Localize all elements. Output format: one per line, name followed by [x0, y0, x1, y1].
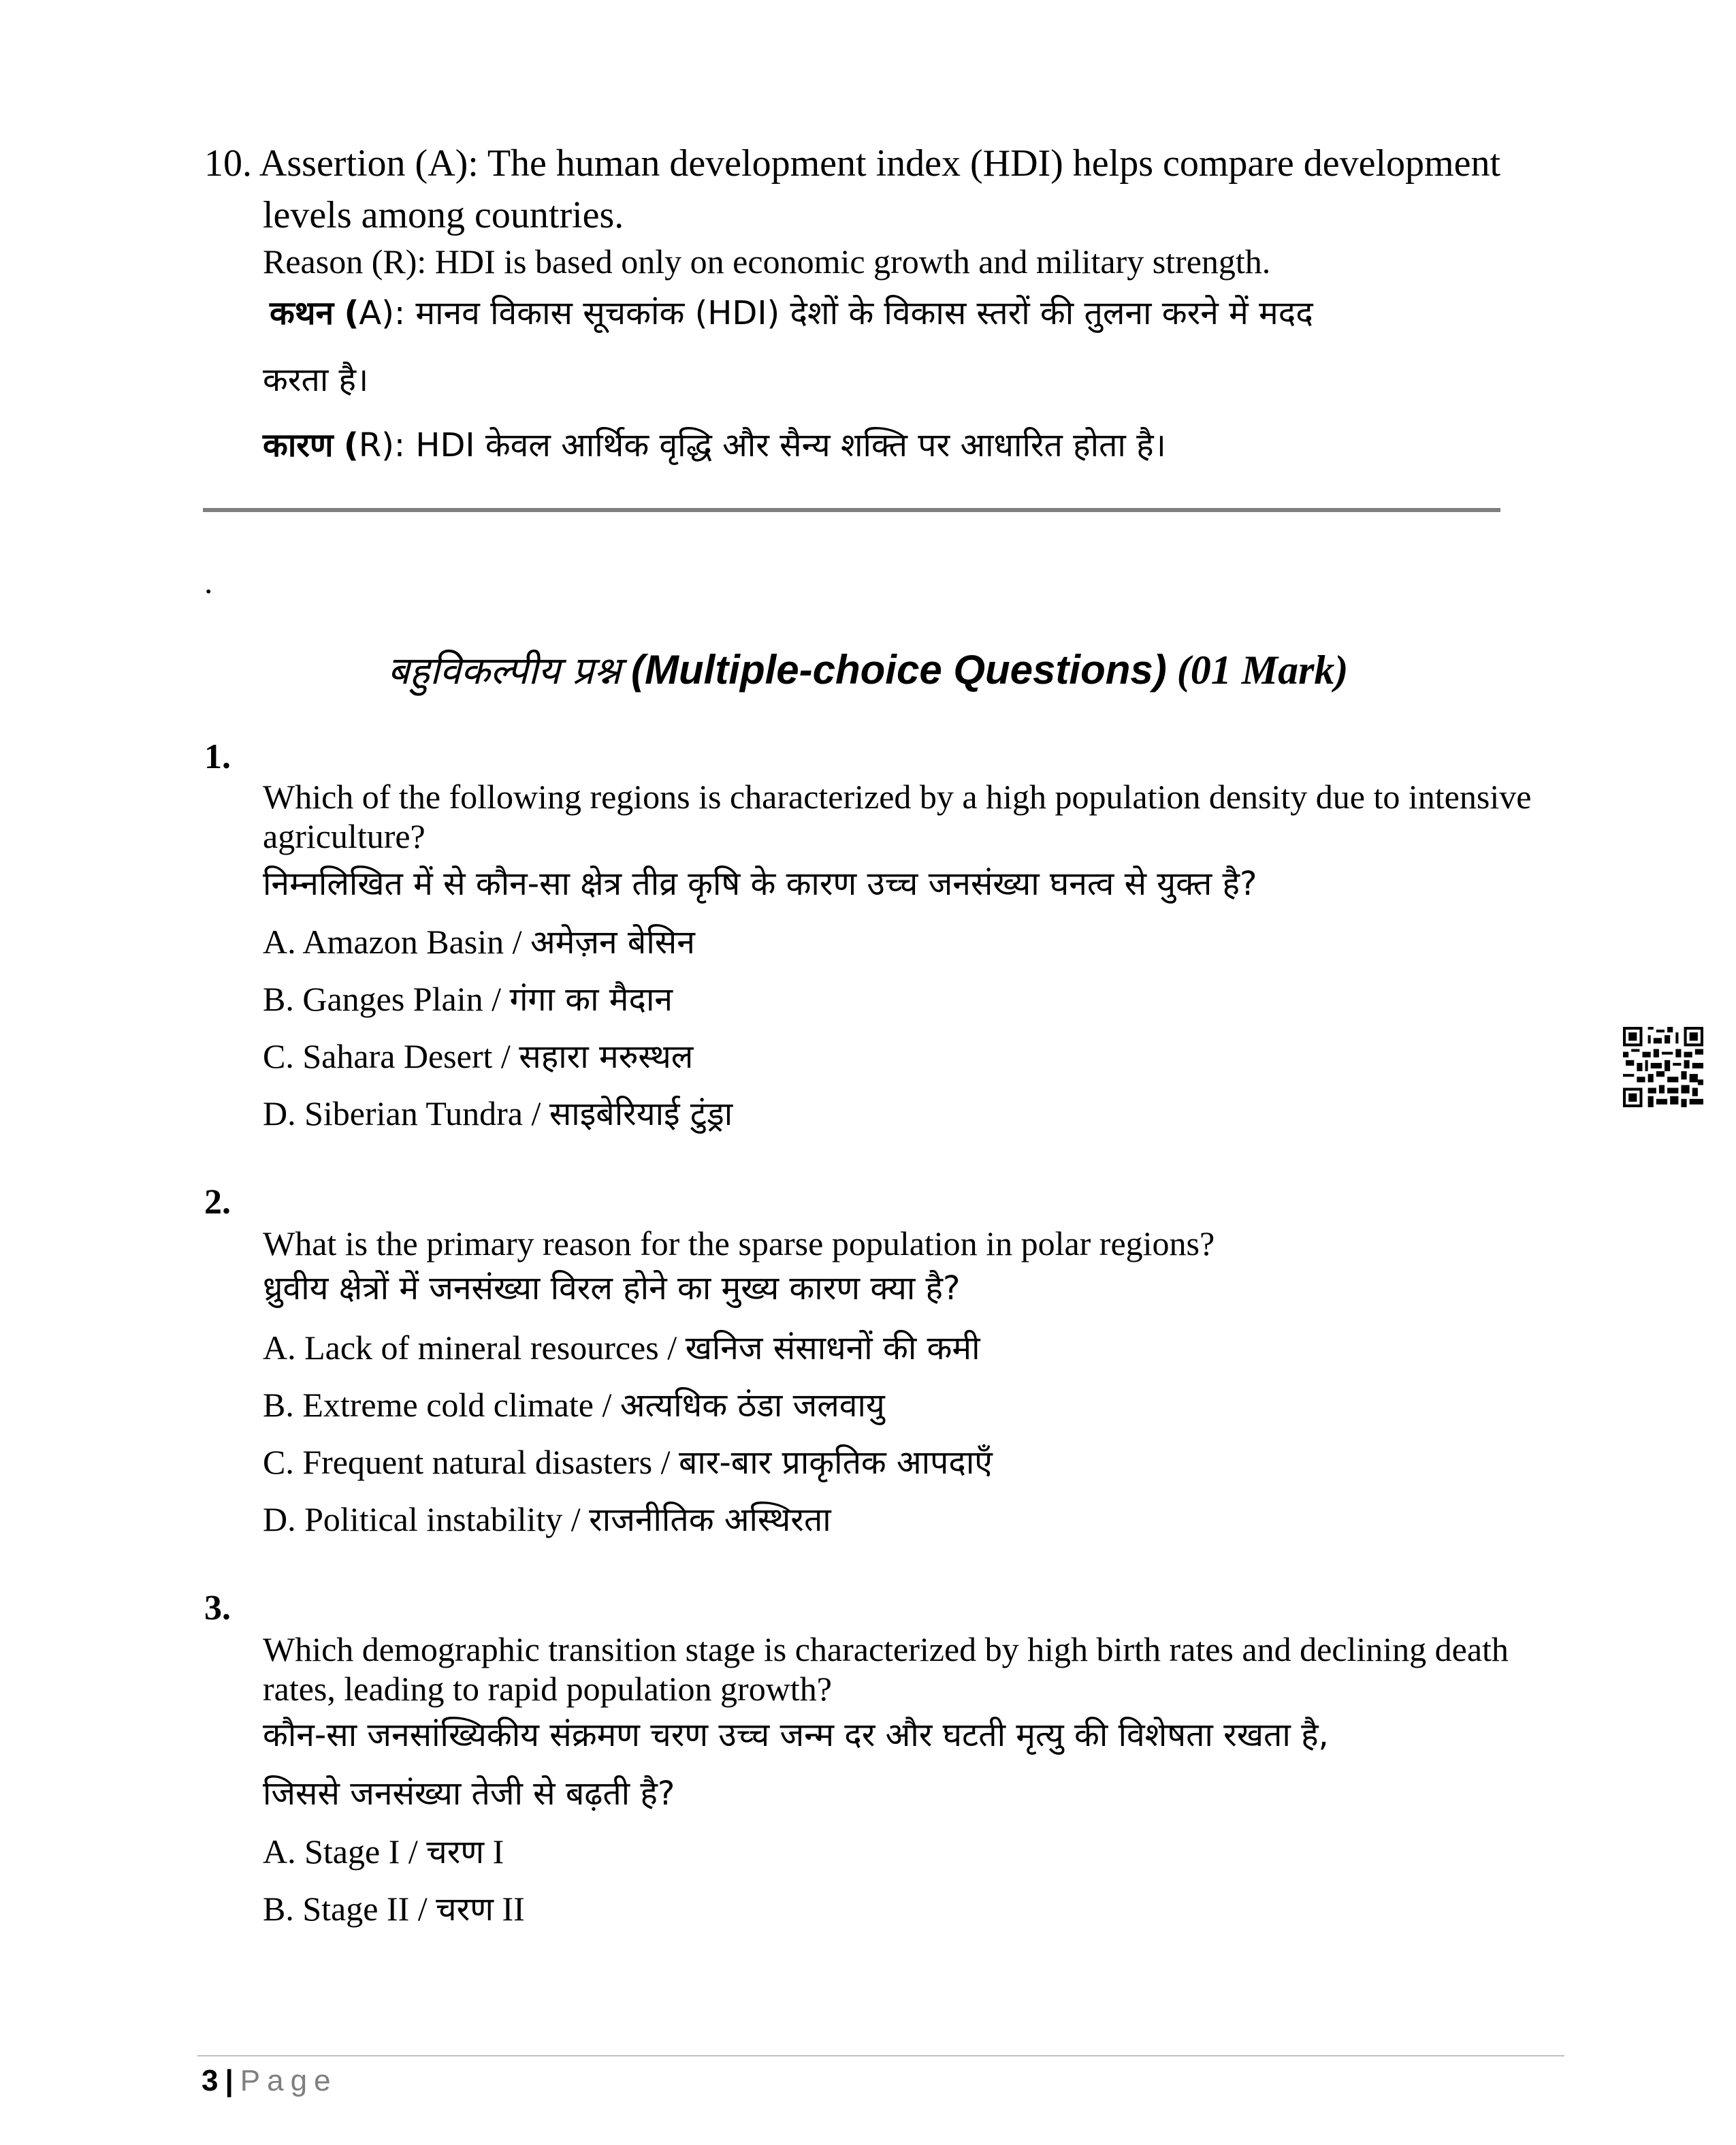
option-hi: खनिज संसाधनों की कमी — [685, 1329, 980, 1367]
question-3-hindi-text-line2: जिससे जनसंख्या तेजी से बढ़ती है? — [263, 1775, 675, 1813]
q10-assertion-line1: 10. Assertion (A): The human development index (HDI) helps compare development — [204, 142, 1501, 185]
question-1-option-a — [263, 921, 695, 964]
option-en: B. Extreme cold climate / — [263, 1386, 612, 1424]
option-roman: II — [502, 1890, 525, 1928]
q10-reason: Reason (R): HDI is based only on economic growth and military strength. — [263, 242, 1271, 281]
q10-hi-reason-label: कारण — [263, 426, 334, 464]
question-1-text-line2: agriculture? — [263, 817, 425, 855]
question-3-text-line2: rates, leading to rapid population growth? — [263, 1670, 832, 1708]
stray-dot: . — [204, 562, 213, 601]
option-hi: साइबेरियाई टुंड्रा — [549, 1095, 733, 1133]
question-2-option-b — [263, 1384, 885, 1427]
page-separator: | — [225, 2064, 234, 2097]
q10-hi-assertion-rest: A): मानव विकास सूचकांक (HDI) देशों के विकास स्तरों की तुलना करने में मदद — [359, 294, 1313, 332]
option-en: B. Stage II / — [263, 1890, 428, 1928]
option-en: A. Lack of mineral resources / — [263, 1329, 677, 1367]
q10-hi-reason-rest: R): HDI केवल आर्थिक वृद्धि और सैन्य शक्ति पर आधारित होता है। — [358, 426, 1166, 464]
q10-assertion-line2: levels among countries. — [263, 194, 624, 236]
q10-hi-assertion-line1 — [270, 291, 1313, 335]
option-hi: चरण — [436, 1890, 494, 1928]
question-2-option-c — [263, 1441, 993, 1484]
page-footer — [202, 2062, 338, 2100]
section-title — [0, 643, 1736, 699]
option-hi: राजनीतिक अस्थिरता — [589, 1501, 831, 1539]
question-1-option-c — [263, 1035, 693, 1079]
option-hi: अमेज़न बेसिन — [530, 923, 695, 962]
question-2-option-d — [263, 1498, 831, 1542]
question-2-text-line1: What is the primary reason for the sparse population in polar regions? — [263, 1224, 1215, 1262]
option-en: D. Siberian Tundra / — [263, 1094, 541, 1132]
question-3-text-line1: Which demographic transition stage is characterized by high birth rates and declining death — [263, 1630, 1509, 1668]
q10-hi-reason-paren: ( — [343, 426, 359, 464]
footer-divider — [197, 2055, 1564, 2056]
option-roman: I — [492, 1832, 504, 1871]
page-number: 3 — [202, 2064, 219, 2097]
option-en: A. Stage I / — [263, 1832, 418, 1871]
option-hi: अत्यधिक ठंडा जलवायु — [620, 1386, 885, 1425]
question-3-option-a — [263, 1830, 504, 1874]
question-3-hindi-text-line1: कौन-सा जनसांख्यिकीय संक्रमण चरण उच्च जन्म दर और घटती मृत्यु की विशेषता रखता है, — [263, 1716, 1329, 1754]
option-en: C. Sahara Desert / — [263, 1037, 511, 1075]
q10-hi-reason — [263, 424, 1166, 467]
question-1-option-d — [263, 1092, 733, 1136]
section-title-english: (Multiple-choice Questions) — [631, 647, 1167, 693]
question-1-hindi-text: निम्नलिखित में से कौन-सा क्षेत्र तीव्र कृषि के कारण उच्च जनसंख्या घनत्व से युक्त है? — [263, 865, 1257, 903]
option-hi: चरण — [426, 1833, 485, 1871]
question-2-number: 2. — [204, 1183, 231, 1222]
question-3-option-b — [263, 1888, 525, 1931]
option-hi: गंगा का मैदान — [509, 981, 673, 1019]
option-hi: बार-बार प्राकृतिक आपदाएँ — [679, 1444, 993, 1482]
option-en: B. Ganges Plain / — [263, 980, 501, 1018]
q10-hi-assertion-line2: करता है। — [263, 361, 369, 399]
section-title-hindi: बहुविकल्पीय प्रश्न — [387, 649, 622, 693]
option-hi: सहारा मरुस्थल — [519, 1038, 694, 1076]
question-2-option-a — [263, 1326, 980, 1370]
q10-hi-assertion-label: कथन — [270, 294, 334, 332]
question-1-option-b — [263, 978, 673, 1021]
section-title-marks: (01 Mark) — [1176, 648, 1349, 693]
q10-hi-assertion-paren: ( — [344, 294, 359, 332]
question-3-number: 3. — [204, 1589, 231, 1627]
question-2-hindi-text: ध्रुवीय क्षेत्रों में जनसंख्या विरल होने का मुख्य कारण क्या है? — [263, 1269, 961, 1307]
section-divider — [203, 508, 1500, 512]
question-1-text-line1: Which of the following regions is characterized by a high population density due to intensive — [263, 778, 1532, 816]
question-1-number: 1. — [204, 737, 231, 776]
page-label: Page — [240, 2064, 338, 2097]
option-en: A. Amazon Basin / — [263, 923, 522, 961]
qr-code-icon — [1623, 1027, 1703, 1107]
option-en: C. Frequent natural disasters / — [263, 1443, 671, 1481]
option-en: D. Political instability / — [263, 1500, 581, 1538]
